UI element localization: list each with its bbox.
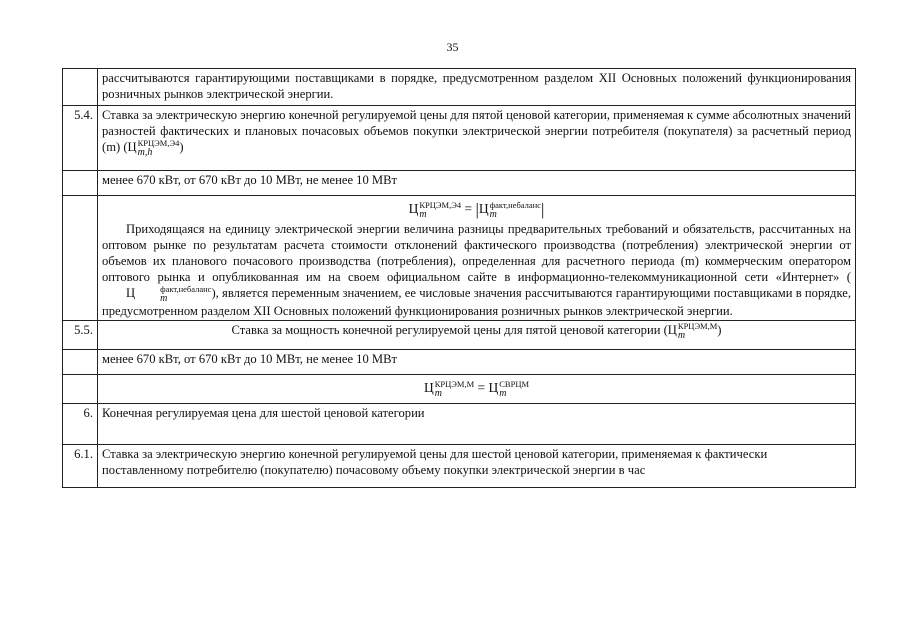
row-number: [63, 69, 98, 106]
formula-rhs-superscript: факт,небаланс: [489, 200, 541, 210]
row-number: 6.1.: [63, 445, 98, 488]
row-text-main: Ставка за электрическую энергию конечной регулируемой цены для пятой ценовой категории, применяемая к сумме абсолютных значений разностей фактических и плановых почасовых объемов покупки электрической энергии потребителя (покупателя) за расчетный период (m) (: [102, 108, 851, 154]
row-text: менее 670 кВт, от 670 кВт до 10 МВт, не менее 10 МВт: [98, 171, 856, 196]
row-text: Ставка за электрическую энергию конечной регулируемой цены для шестой ценовой категории, применяемая к фактически поставленному потребителю (покупателю) почасовому объему покупки электрической энергии в час: [98, 445, 856, 488]
formula-lhs-superscript: КРЦЭМ,Э4: [419, 200, 462, 210]
row-number: 5.5.: [63, 321, 98, 350]
formula-cell: [98, 196, 856, 321]
row-text: Ставка за мощность конечной регулируемой цены для пятой ценовой категории (Ц КРЦЭМ,М m ): [98, 321, 856, 350]
row-number: 5.4.: [63, 106, 98, 171]
row-text: Конечная регулируемая цена для шестой ценовой категории: [98, 404, 856, 445]
table-row: [63, 350, 856, 375]
table-row: [63, 321, 856, 350]
row-number: [63, 375, 98, 404]
formula-cell: [98, 375, 856, 404]
price-symbol: Ц КРЦЭМ,Э4 m,h: [127, 138, 180, 159]
table-row: [63, 445, 856, 488]
row-text: Ставка за электрическую энергию конечной регулируемой цены для пятой ценовой категории, применяемая к сумме абсолютных значений разностей фактических и плановых почасовых объемов покупки электрической энергии потребителя (покупателя) за расчетный период (m) (Ц КРЦЭМ,Э4 m,h ): [98, 106, 856, 171]
formula: Ц КРЦЭМ,М m = Ц СВРЦМ m: [423, 379, 530, 400]
table-row: [63, 106, 856, 171]
formula: Ц КРЦЭМ,Э4 m = |Ц факт,небаланс m |: [408, 200, 545, 220]
row-text: рассчитываются гарантирующими поставщиками в порядке, предусмотренном разделом XII Основных положений функционирования розничных рынков электрической энергии.: [98, 69, 856, 106]
table-row: [63, 375, 856, 404]
row-number: [63, 350, 98, 375]
row-number: [63, 171, 98, 196]
table-row: [63, 69, 856, 106]
row-text: менее 670 кВт, от 670 кВт до 10 МВт, не менее 10 МВт: [98, 350, 856, 375]
tariff-table: [62, 68, 856, 488]
table-row: [63, 196, 856, 321]
equals-sign: =: [464, 201, 473, 217]
symbol-superscript: КРЦЭМ,Э4: [137, 138, 180, 149]
row-number: [63, 196, 98, 321]
symbol-subscript: m,h: [137, 147, 153, 159]
table-row: [63, 404, 856, 445]
page-number: 35: [446, 40, 459, 54]
row-number: 6.: [63, 404, 98, 445]
explanation-paragraph: Приходящаяся на единицу электрической энергии величина разницы предварительных требований и обязательств, рассчитанных на оптовом рынке по результатам расчета стоимости отклонений фактического производства (потребления) электрической энергии от объемов их планового почасового производства (потребления), определенная для расчетного периода (m) коммерческим оператором оптового рынка и опубликованная им на своем официальном сайте в информационно-телекоммуникационной сети «Интернет» (Ц факт,небаланс m ), является переменным значением, ее числовые значения рассчитываются гарантирующими поставщиками в порядке, предусмотренном разделом XII Основных положений функционирования розничных рынков электрической энергии.: [102, 222, 851, 319]
table-row: [63, 171, 856, 196]
equals-sign: =: [477, 380, 486, 396]
